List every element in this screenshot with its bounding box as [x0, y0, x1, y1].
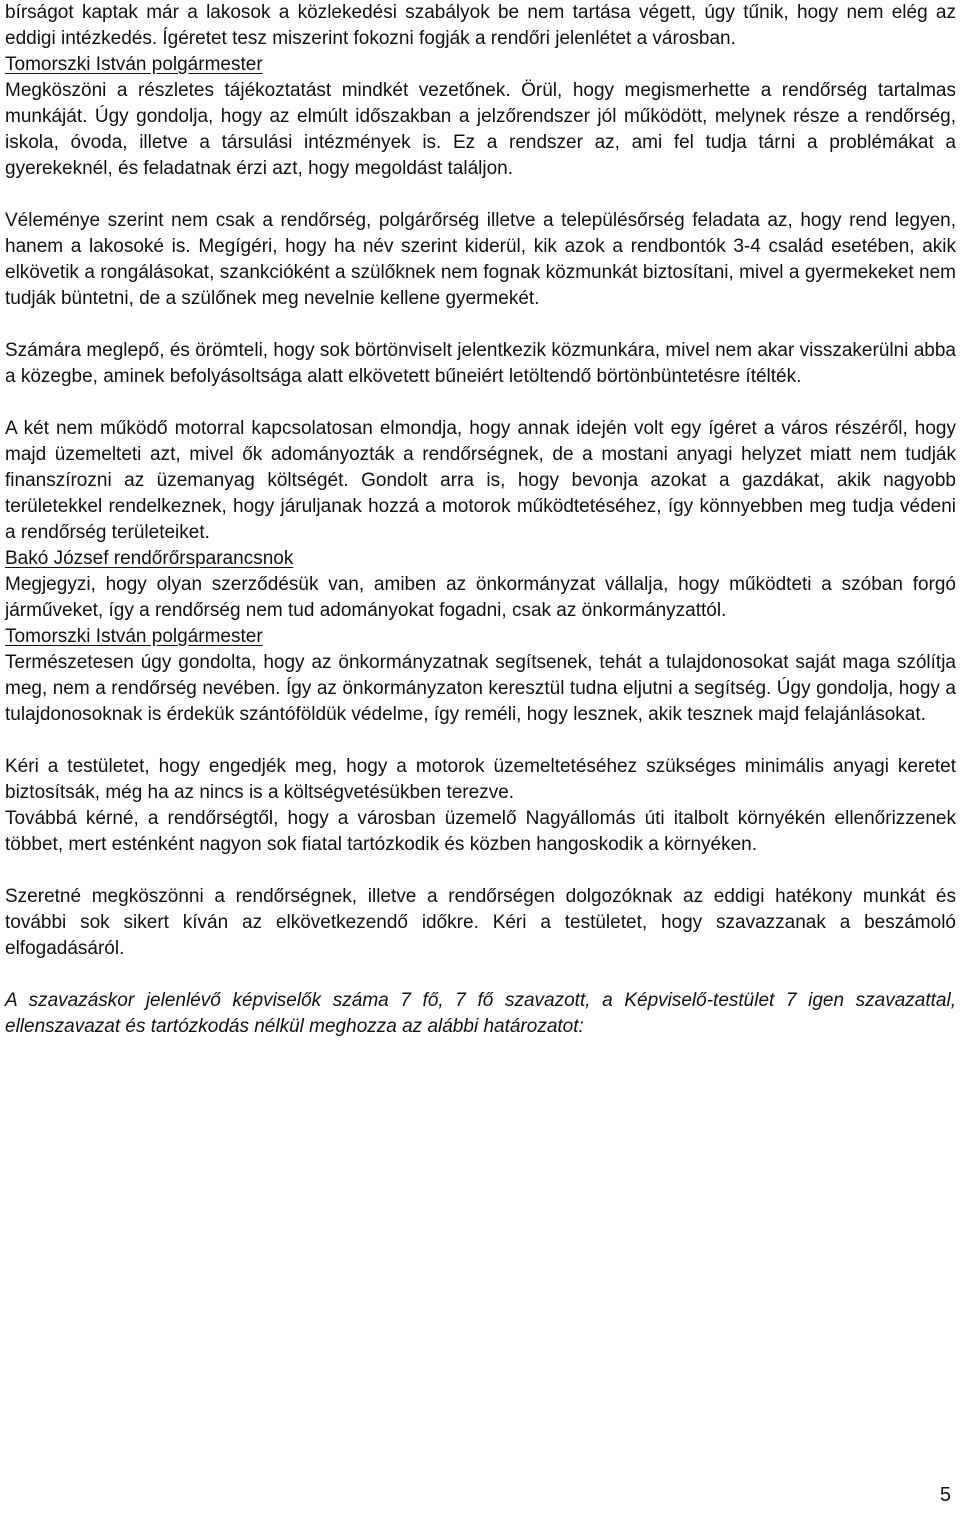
speaker-heading: Tomorszki István polgármester	[5, 54, 263, 75]
paragraph: Számára meglepő, és örömteli, hogy sok börtönviselt jelentkezik közmunkára, mivel nem akar visszakerülni abba a közegbe, aminek befolyásoltsága alatt elkövetett bűneiért letöltendő börtönbüntetésre ítélték.	[5, 340, 956, 387]
paragraph: Kéri a testületet, hogy engedjék meg, hogy a motorok üzemeltetéséhez szükséges minimális anyagi keretet biztosítsák, még ha az nincs is a költségvetésükben terezve.	[5, 756, 956, 803]
page-number: 5	[939, 1484, 951, 1506]
speaker-heading: Bakó József rendőrőrsparancsnok	[5, 548, 294, 569]
paragraph: Véleménye szerint nem csak a rendőrség, polgárőrség illetve a településőrség feladata az, hogy rend legyen, hanem a lakosoké is. Megígéri, hogy ha név szerint kiderül, kik azok a rendbontók 3-4 család esetében, akik elkövetik a rongálásokat, szankcióként a szülőknek nem fognak közmunkát biztosítani, mivel a gyermekeket nem tudják büntetni, de a szülőnek meg nevelnie kellene gyermekét.	[5, 210, 956, 309]
voting-result-paragraph: A szavazáskor jelenlévő képviselők száma 7 fő, 7 fő szavazott, a Képviselő-testület 7 igen szavazattal, ellenszavazat és tartózkodás nélkül meghozza az alábbi határozatot:	[5, 990, 956, 1037]
paragraph: Szeretné megköszönni a rendőrségnek, illetve a rendőrségen dolgozóknak az eddigi hatékony munkát és további sok sikert kíván az elkövetkezendő időkre. Kéri a testületet, hogy szavazzanak a beszámoló elfogadásáról.	[5, 886, 956, 959]
paragraph: Természetesen úgy gondolta, hogy az önkormányzatnak segítsenek, tehát a tulajdonosokat saját maga szólítja meg, nem a rendőrség nevében. Így az önkormányzaton keresztül tudna eljutni a segítség. Úgy gondolja, hogy a tulajdonosoknak is érdekük szántóföldük védelme, így reméli, hogy lesznek, akik tesznek majd felajánlásokat.	[5, 652, 956, 725]
paragraph: Továbbá kérné, a rendőrségtől, hogy a városban üzemelő Nagyállomás úti italbolt környékén ellenőrizzenek többet, mert esténként nagyon sok fiatal tartózkodik és közben hangoskodik a környéken.	[5, 808, 956, 855]
paragraph: Megköszöni a részletes tájékoztatást mindkét vezetőnek. Örül, hogy megismerhette a rendőrség tartalmas munkáját. Úgy gondolja, hogy az elmúlt időszakban a jelzőrendszer jól működött, melynek része a rendőrség, iskola, óvoda, illetve a társulási intézmények is. Ez a rendszer az, ami fel tudja tárni a problémákat a gyerekeknél, és feladatnak érzi azt, hogy megoldást találjon.	[5, 80, 956, 179]
speaker-heading: Tomorszki István polgármester	[5, 626, 263, 647]
paragraph: A két nem működő motorral kapcsolatosan elmondja, hogy annak idején volt egy ígéret a város részéről, hogy majd üzemelteti azt, mivel ők adományozták a rendőrségnek, de a mostani anyagi helyzet miatt nem tudják finanszírozni az üzemanyag költségét. Gondolt arra is, hogy bevonja azokat a gazdákat, akik nagyobb területekkel rendelkeznek, hogy járuljanak hozzá a motorok működtetéséhez, így könnyebben meg tudja védeni a rendőrség területeiket.	[5, 418, 956, 543]
document-page	[5, 0, 956, 1040]
paragraph: bírságot kaptak már a lakosok a közlekedési szabályok be nem tartása végett, úgy tűnik, hogy nem elég az eddigi intézkedés. Ígéretet tesz miszerint fokozni fogják a rendőri jelenlétet a városban.	[5, 2, 956, 49]
paragraph: Megjegyzi, hogy olyan szerződésük van, amiben az önkormányzat vállalja, hogy működteti a szóban forgó járműveket, így a rendőrség nem tud adományokat fogadni, csak az önkormányzattól.	[5, 574, 956, 621]
